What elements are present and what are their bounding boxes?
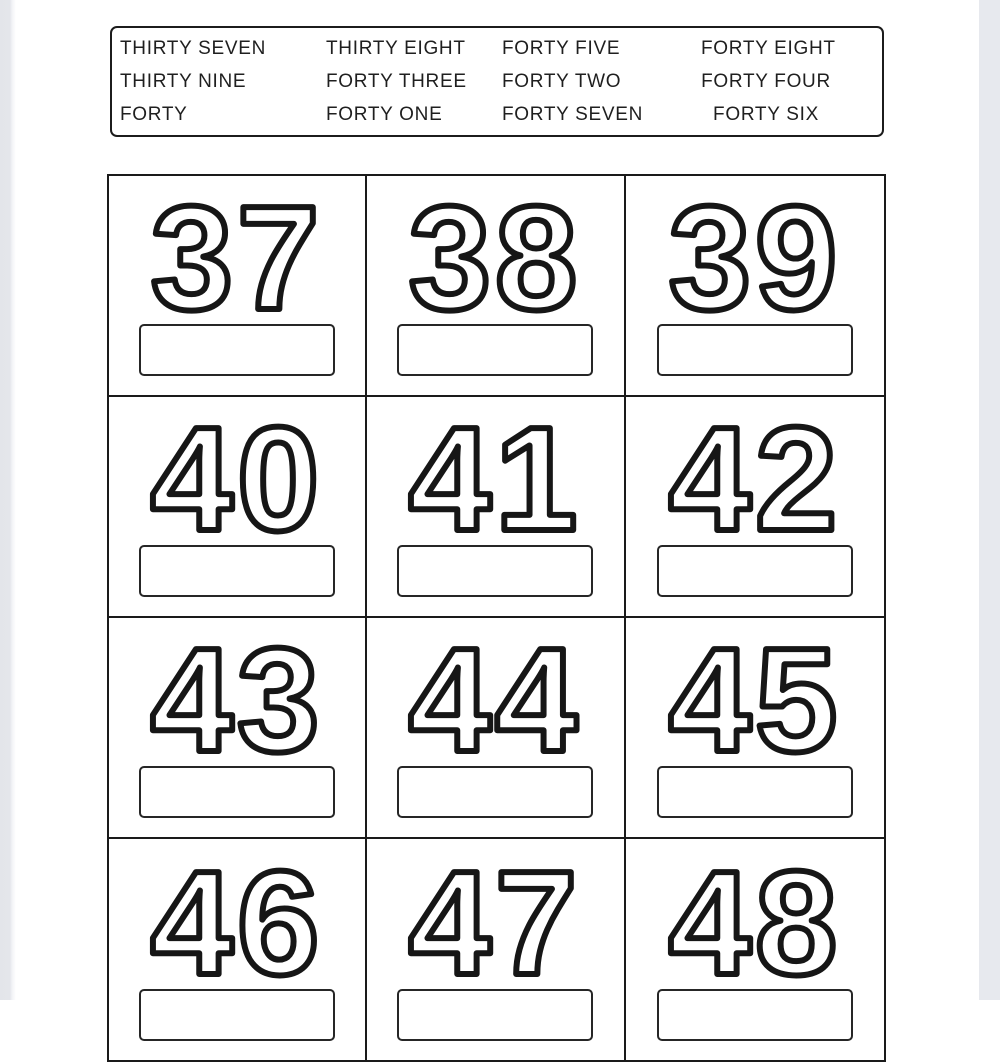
bubble-number	[635, 397, 875, 537]
bubble-number-text: 39	[668, 176, 842, 316]
answer-box	[139, 545, 335, 597]
number-card	[109, 176, 367, 397]
answer-box	[657, 766, 853, 818]
answer-box	[139, 324, 335, 376]
bubble-number-text: 42	[668, 397, 842, 537]
number-card	[626, 176, 884, 397]
bubble-number	[635, 176, 875, 316]
word-bank-item: FORTY ONE	[326, 103, 443, 125]
bubble-number	[117, 618, 357, 758]
bubble-number-text: 38	[409, 176, 582, 316]
number-card	[626, 839, 884, 1060]
bubble-number	[635, 618, 875, 758]
bubble-number	[117, 841, 357, 981]
answer-box	[139, 989, 335, 1041]
answer-box	[657, 545, 853, 597]
answer-box	[397, 766, 593, 818]
number-card	[109, 397, 367, 618]
number-card	[367, 397, 625, 618]
bubble-number	[117, 176, 357, 316]
bubble-number-text: 40	[150, 397, 324, 537]
bubble-number	[375, 841, 615, 981]
bubble-number-text: 45	[668, 618, 842, 758]
answer-box	[397, 545, 593, 597]
answer-box	[397, 324, 593, 376]
bubble-number-text: 43	[150, 618, 324, 758]
viewer-left-gutter	[0, 0, 16, 1000]
answer-box	[657, 324, 853, 376]
word-bank	[110, 26, 884, 137]
bubble-number-text: 48	[668, 841, 842, 981]
word-bank-item: THIRTY NINE	[120, 70, 247, 92]
bubble-number	[375, 176, 615, 316]
number-card	[367, 839, 625, 1060]
viewer-right-gutter	[979, 0, 1000, 1000]
answer-box	[657, 989, 853, 1041]
number-card	[626, 397, 884, 618]
answer-box	[397, 989, 593, 1041]
word-bank-item: FORTY TWO	[502, 70, 622, 92]
bubble-number-text: 41	[409, 397, 582, 537]
bubble-number	[117, 397, 357, 537]
bubble-number	[375, 397, 615, 537]
word-bank-item: FORTY SEVEN	[502, 103, 644, 125]
word-bank-item: FORTY FIVE	[502, 37, 621, 59]
word-bank-item: FORTY EIGHT	[701, 37, 836, 59]
word-bank-item: FORTY SIX	[713, 103, 819, 125]
number-card	[367, 618, 625, 839]
bubble-number-text: 37	[150, 176, 324, 316]
word-bank-item: FORTY FOUR	[701, 70, 831, 92]
answer-box	[139, 766, 335, 818]
word-bank-item: FORTY	[120, 103, 188, 125]
word-bank-item: FORTY THREE	[326, 70, 467, 92]
number-card	[109, 839, 367, 1060]
word-bank-item: THIRTY EIGHT	[326, 37, 466, 59]
number-card	[109, 618, 367, 839]
word-bank-item: THIRTY SEVEN	[120, 37, 267, 59]
bubble-number-text: 47	[409, 841, 582, 981]
number-card	[626, 618, 884, 839]
number-card	[367, 176, 625, 397]
bubble-number-text: 44	[409, 618, 582, 758]
bubble-number	[375, 618, 615, 758]
number-grid	[107, 174, 886, 1062]
bubble-number-text: 46	[150, 841, 324, 981]
bubble-number	[635, 841, 875, 981]
